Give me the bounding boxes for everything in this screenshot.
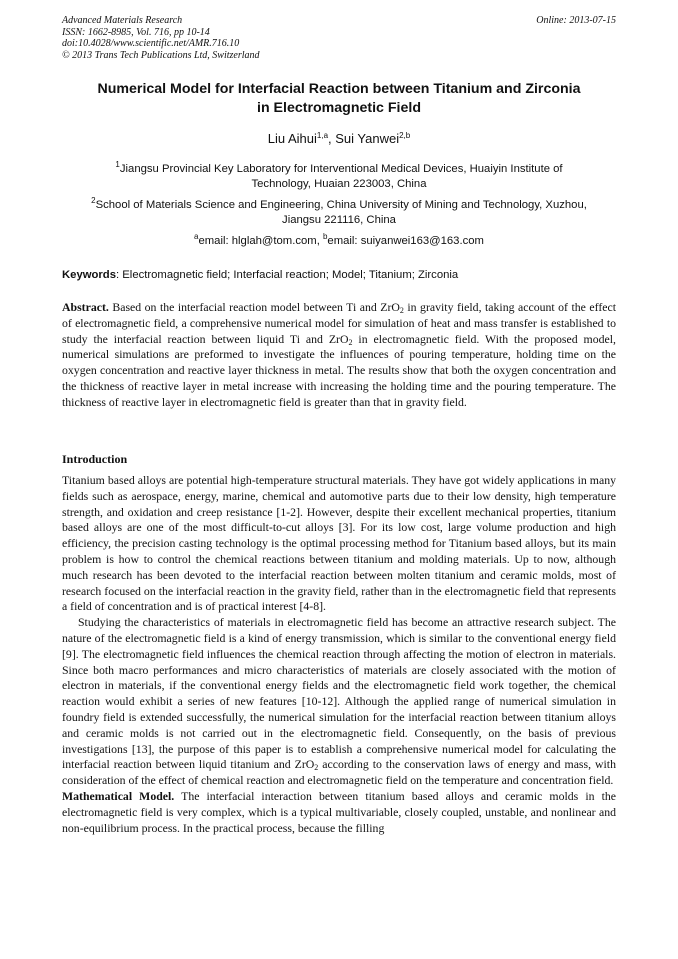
copyright-line: © 2013 Trans Tech Publications Ltd, Switzerland [62,49,260,61]
journal-header [62,15,616,61]
email-b: email: suiyanwei163@163.com [327,235,484,247]
intro-paragraph-2 [62,615,616,789]
author-2-name: Sui Yanwei [335,131,400,146]
author-list [62,131,616,147]
mathematical-model-text: The interfacial interaction between titanium based alloys and ceramic molds in the electromagnetic field is very complex, which is a typical multivariable, closely coupled, unstable, and nonlinear and non-equilibrium process. In the practical process, because the filling [62,788,617,835]
abstract-text-2: in gravity field, taking account of the effect of electromagnetic field, a comprehensive numerical model for simulation of heat and mass transfer is established to study the interfacial reaction between liquid Ti and ZrO [62,300,616,346]
intro-paragraph-2-text-b: according to the conservation laws of energy and mass, with consideration of the effect of chemical reaction and electromagnetic field on the temperature and concentration field. [62,757,616,788]
keywords-label: Keywords [62,269,116,281]
author-1-name: Liu Aihui [267,131,317,146]
affiliation-1-line-1 [62,162,616,177]
introduction-body [62,473,616,836]
affiliation-1 [62,162,616,192]
author-1-sup: 1,a [316,131,329,140]
paper-title [62,80,616,118]
intro-paragraph-2-text-a: Studying the characteristics of materials in electromagnetic field has become an attractive research subject. The nature of the electromagnetic field is a kind of energy transmission, which is similar to the conventional energy field [9]. The electromagnetic field influences the chemical reaction through affecting the motion of electron in materials. Since both macro performances and micro characteristics of materials are closely associated with the motion of electron in materials, if the conventional energy fields and the electromagnetic field work together, the chemical reaction would exhibit a series of new features [10-12]. Although the applied range of numerical simulation in foundry field is extended successfully, the numerical simulation for the interfacial reaction between titanium alloys and ceramic molds is not carried out in the electromagnetic field. Consequently, on the basis of previous investigations [13], the purpose of this paper is to establish a comprehensive numerical model for calculating the interfacial reaction between liquid titanium and ZrO [62,615,616,772]
affiliation-2-line-2: Jiangsu 221116, China [282,214,396,226]
online-date: Online: 2013-07-15 [536,15,616,26]
keywords [62,268,616,283]
title-line-1: Numerical Model for Interfacial Reaction between Titanium and Zirconia [97,81,581,97]
affiliation-2-text-1: School of Materials Science and Engineering, China University of Mining and Technology, Xuzhou, [95,199,587,211]
section-heading-introduction: Introduction [62,452,128,466]
mathematical-model-label: Mathematical Model. [62,788,175,803]
affiliation-1-text-1: Jiangsu Provincial Key Laboratory for Interventional Medical Devices, Huaiyin Institute of [119,163,563,175]
abstract-text-3: in electromagnetic field. With the proposed model, numerical simulations are preformed to investigate the influences of pouring temperature, holding time on the oxygen concentration and reactive layer thickness in metal. The results show that both the oxygen concentration and the thickness of reactive layer in metal increase with increasing the holding time and the pouring temperature. The thickness of reactive layer in electromagnetic field is greater than that in gravity field. [62,331,616,409]
doi-line: doi:10.4028/www.scientific.net/AMR.716.10 [62,38,240,49]
affiliation-2-sup: 2 [91,196,96,205]
title-line-2: in Electromagnetic Field [257,100,421,116]
affiliation-2-line-1 [62,198,616,213]
abstract-sub-2: 2 [348,337,353,347]
intro-paragraph-1: Titanium based alloys are potential high-temperature structural materials. They have got widely applications in many fields such as aerospace, energy, marine, chemical and automotive parts due to their low density, high temperature strength, and oxidation and creep resistance [1-2]. However, despite their excellent mechanical properties, titanium based alloys are one of the most difficult-to-cut alloys [3]. For its low cost, large volume production and high efficiency, the precision casting technology is the optimal processing method for Titanium based alloys, but its main problem is how to control the chemical reactions between titanium and molding materials. Up to now, although much research has been devoted to the interfacial reaction between molten titanium and ceramic molds, most of research focused on the interfacial reaction in the gravity field, rather than in the electromagnetic field that represents a field of concentration and is of practical interest [4-8]. [62,473,616,614]
keywords-text: : Electromagnetic field; Interfacial reaction; Model; Titanium; Zirconia [116,269,459,281]
abstract [62,300,616,411]
email-a-sup: a [194,232,199,241]
intro-paragraph-2-sub: 2 [314,763,319,773]
author-2-sup: 2,b [399,131,411,140]
mathematical-model-paragraph [62,789,616,836]
abstract-text-1: Based on the interfacial reaction model between Ti and ZrO [108,300,400,314]
email-line [62,234,616,249]
abstract-label: Abstract. [62,300,109,314]
affiliation-2 [62,198,616,228]
author-separator: , [328,131,336,146]
abstract-sub-1: 2 [399,306,404,315]
affiliation-1-sup: 1 [115,160,120,169]
journal-name: Advanced Materials Research [62,15,183,26]
email-b-sup: b [322,232,328,241]
affiliation-1-line-2: Technology, Huaian 223003, China [251,178,427,190]
issn-line: ISSN: 1662-8985, Vol. 716, pp 10-14 [62,26,210,38]
abstract-paragraph [62,300,616,411]
email-a: email: hlglah@tom.com, [198,235,323,247]
